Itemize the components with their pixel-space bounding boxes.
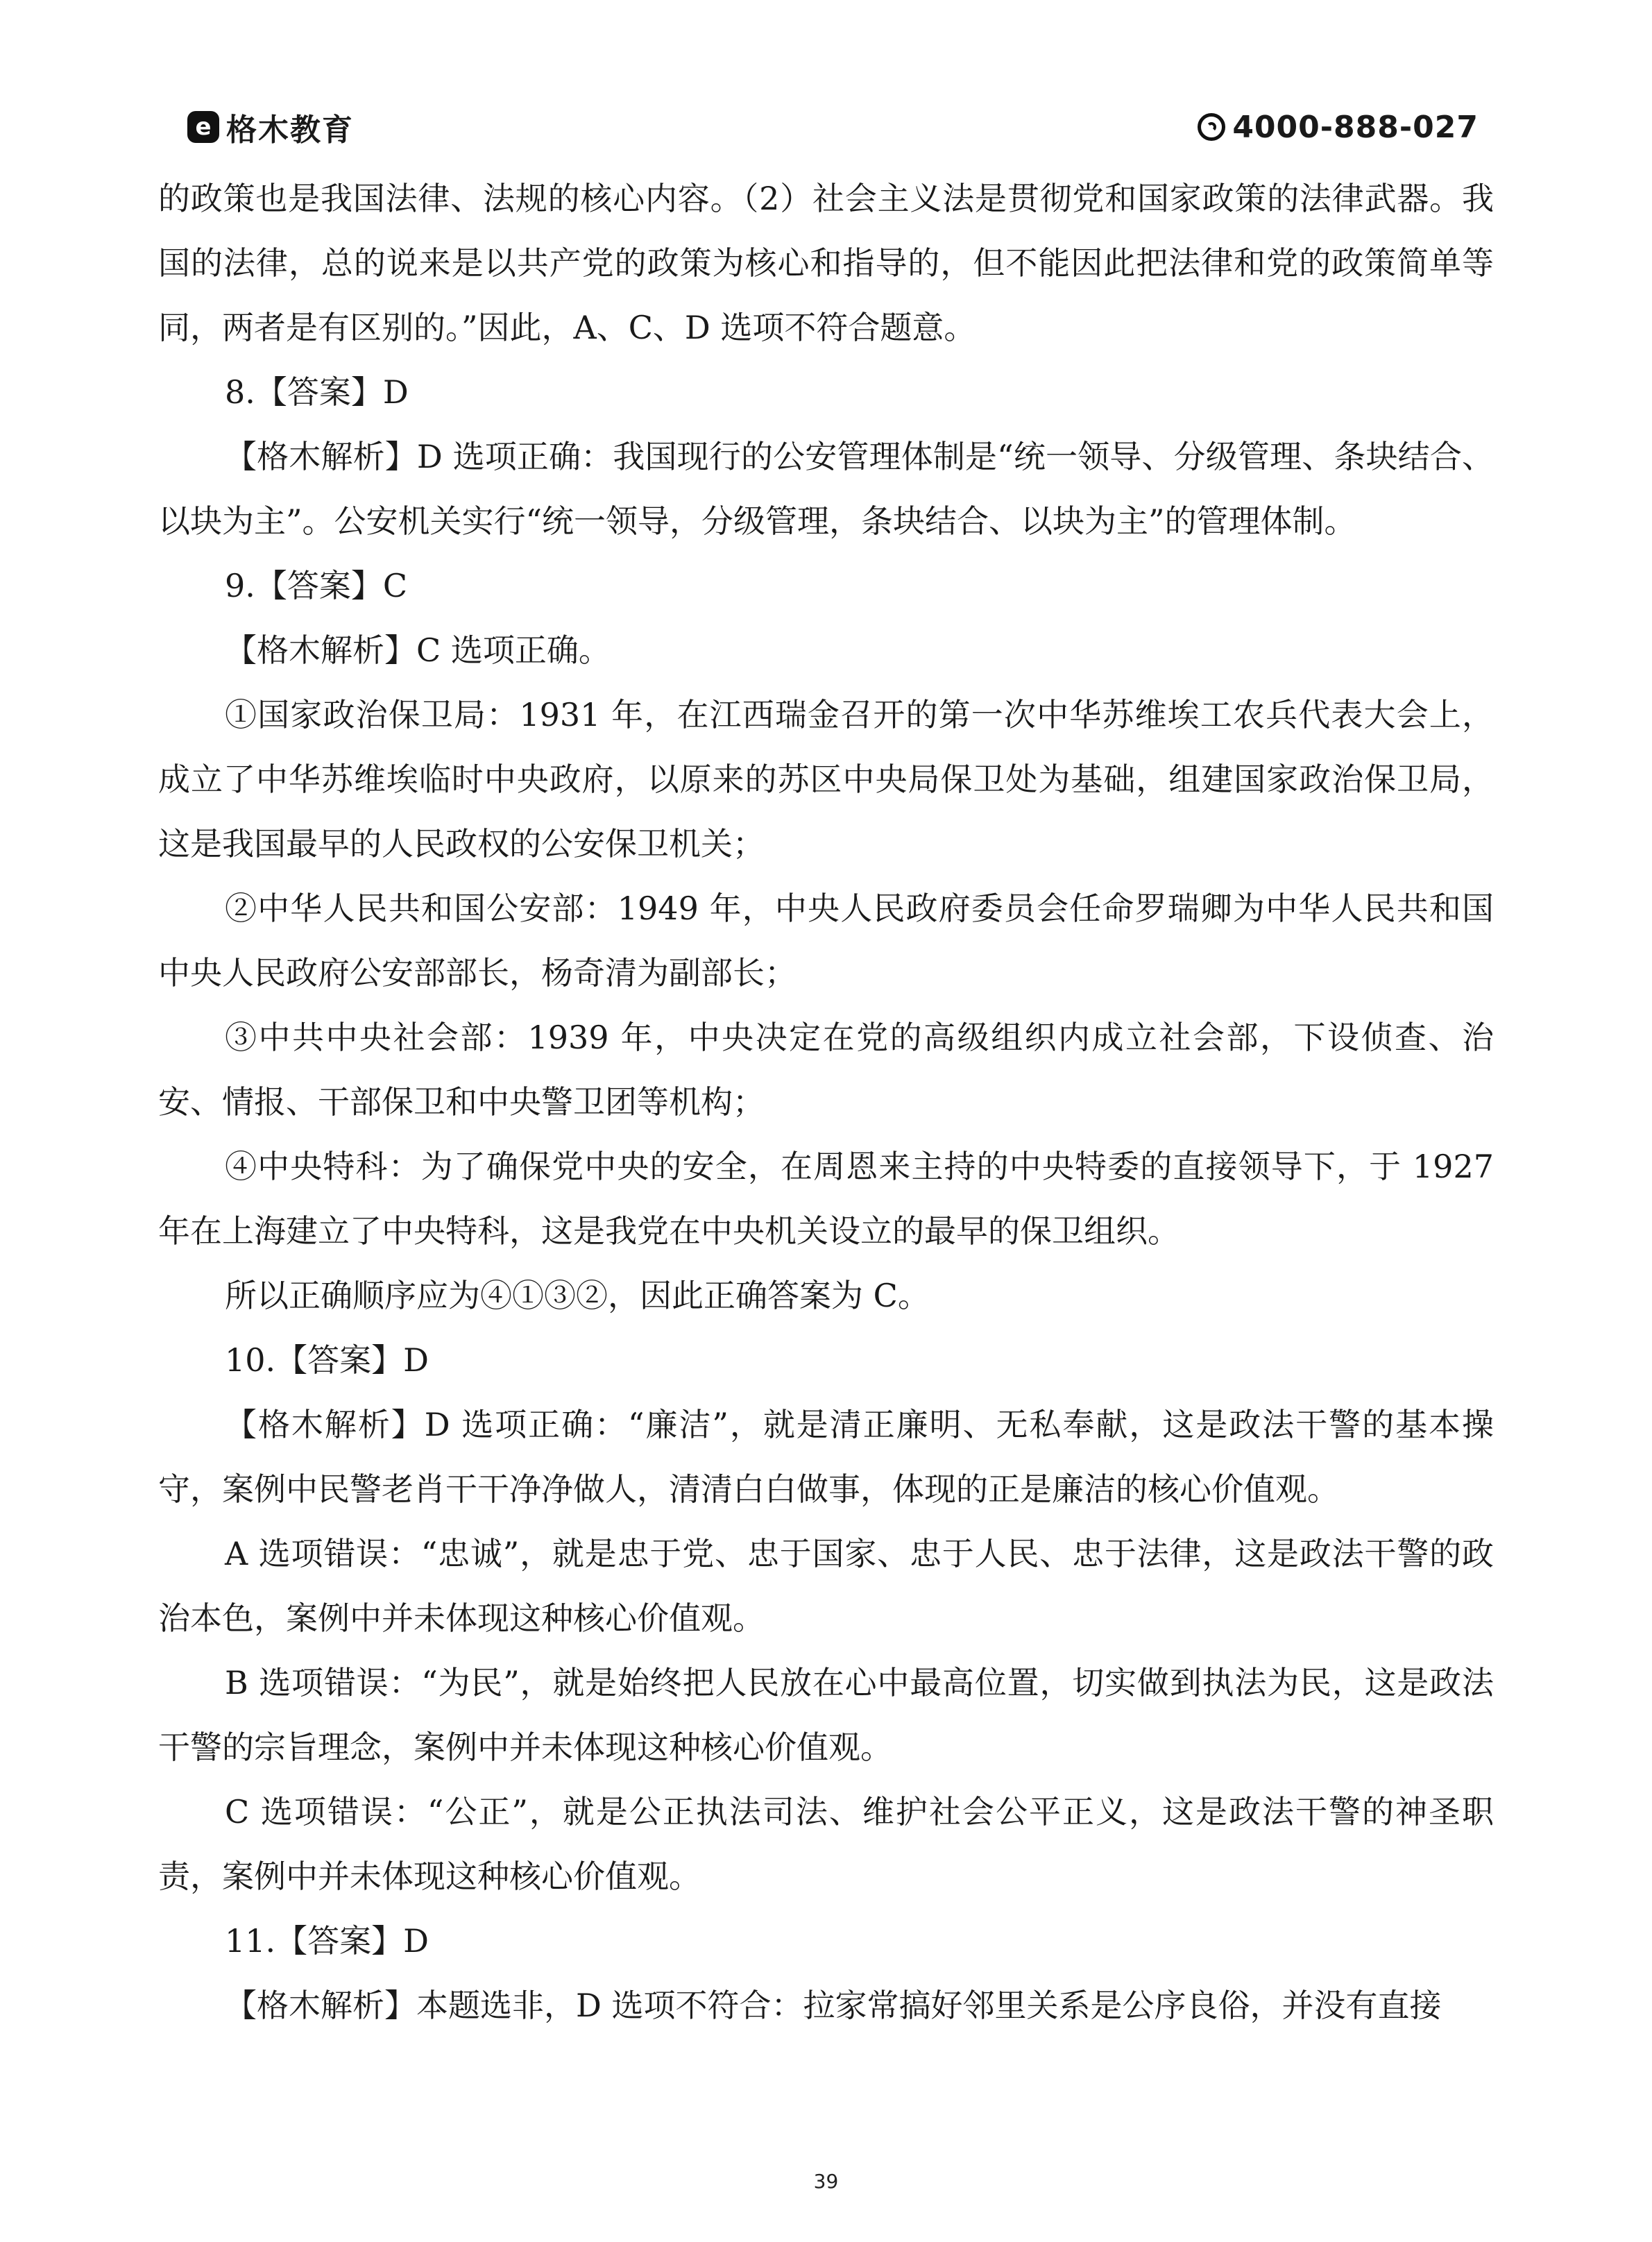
paragraph: 的政策也是我国法律、法规的核心内容。（2）社会主义法是贯彻党和国家政策的法律武器。我国的法律，总的说来是以共产党的政策为核心和指导的，但不能因此把法律和党的政策简单等同，两者是有区别的。”因此，A、C、D 选项不符合题意。 bbox=[158, 180, 1494, 346]
answer-line: 9.【答案】C bbox=[225, 567, 408, 604]
paragraph: B 选项错误：“为民”，就是始终把人民放在心中最高位置，切实做到执法为民，这是政法干警的宗旨理念，案例中并未体现这种核心价值观。 bbox=[158, 1664, 1494, 1766]
paragraph: ③中共中央社会部：1939 年，中央决定在党的高级组织内成立社会部，下设侦查、治安、情报、干部保卫和中央警卫团等机构； bbox=[158, 1019, 1494, 1121]
logo-text: 格木教育 bbox=[226, 112, 354, 148]
paragraph: 【格木解析】C 选项正确。 bbox=[225, 631, 611, 669]
paragraph: 【格木解析】D 选项正确：“廉洁”，就是清正廉明、无私奉献，这是政法干警的基本操守，案例中民警老肖干干净净做人，清清白白做事，体现的正是廉洁的核心价值观。 bbox=[158, 1406, 1494, 1508]
page-number: 39 bbox=[813, 2170, 839, 2193]
paragraph: 所以正确顺序应为④①③②，因此正确答案为 C。 bbox=[225, 1277, 930, 1314]
paragraph: C 选项错误：“公正”，就是公正执法司法、维护社会公平正义，这是政法干警的神圣职责，案例中并未体现这种核心价值观。 bbox=[158, 1793, 1494, 1895]
paragraph: 【格木解析】本题选非，D 选项不符合：拉家常搞好邻里关系是公序良俗，并没有直接 bbox=[225, 1987, 1442, 2024]
answer-line: 11.【答案】D bbox=[225, 1922, 429, 1960]
paragraph: ④中央特科：为了确保党中央的安全，在周恩来主持的中央特委的直接领导下，于 1927 年在上海建立了中央特科，这是我党在中央机关设立的最早的保卫组织。 bbox=[158, 1148, 1494, 1250]
document-body bbox=[158, 167, 1494, 2038]
phone-contact bbox=[1198, 103, 1479, 151]
page-header bbox=[160, 103, 1492, 151]
paragraph: 【格木解析】D 选项正确：我国现行的公安管理体制是“统一领导、分级管理、条块结合、以块为主”。公安机关实行“统一领导，分级管理，条块结合、以块为主”的管理体制。 bbox=[158, 438, 1494, 540]
answer-line: 10.【答案】D bbox=[225, 1341, 429, 1379]
paragraph: A 选项错误：“忠诚”，就是忠于党、忠于国家、忠于人民、忠于法律，这是政法干警的政治本色，案例中并未体现这种核心价值观。 bbox=[158, 1535, 1494, 1637]
answer-line: 8.【答案】D bbox=[225, 373, 409, 411]
paragraph: ①国家政治保卫局：1931 年，在江西瑞金召开的第一次中华苏维埃工农兵代表大会上，成立了中华苏维埃临时中央政府，以原来的苏区中央局保卫处为基础，组建国家政治保卫局，这是我国最早的人民政权的公安保卫机关； bbox=[158, 696, 1494, 863]
logo-mark-icon bbox=[187, 111, 219, 143]
phone-icon bbox=[1198, 113, 1225, 141]
phone-number: 4000-888-027 bbox=[1232, 109, 1479, 145]
logo-mark-letter: e bbox=[195, 113, 212, 141]
paragraph: ②中华人民共和国公安部：1949 年，中央人民政府委员会任命罗瑞卿为中华人民共和国中央人民政府公安部部长，杨奇清为副部长； bbox=[158, 890, 1494, 992]
brand-logo bbox=[187, 103, 354, 151]
